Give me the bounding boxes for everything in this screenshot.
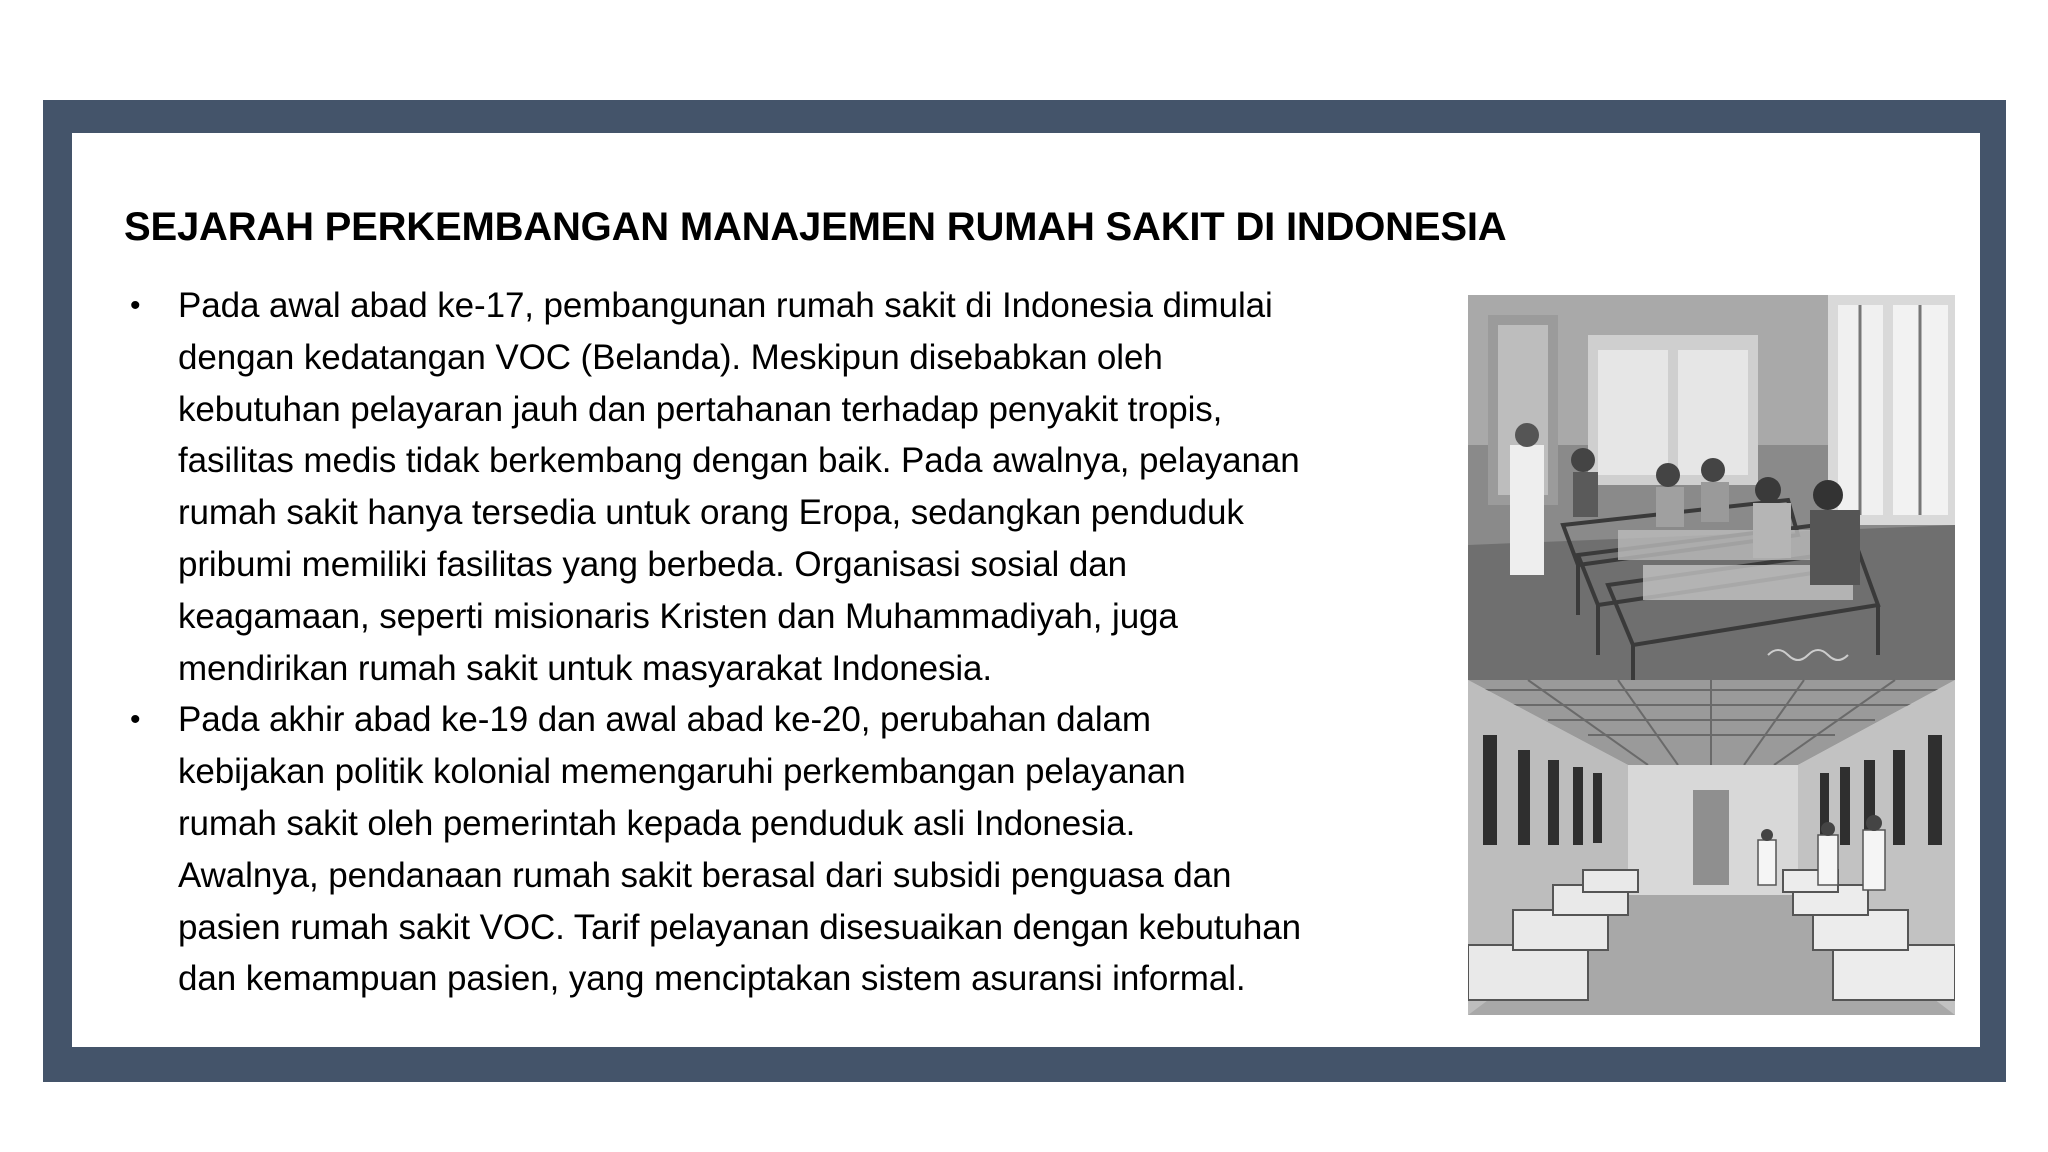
bullet-2-line-2: kebijakan politik kolonial memengaruhi perkembangan pelayanan (178, 752, 1186, 792)
bullet-1-line-1: Pada awal abad ke-17, pembangunan rumah sakit di Indonesia dimulai (178, 286, 1273, 325)
bullet-1-line-8: mendirikan rumah sakit untuk masyarakat Indonesia. (178, 648, 993, 688)
bullet-2-line-6: dan kemampuan pasien, yang menciptakan sistem asuransi informal. (178, 959, 1246, 999)
bullet-1-line-7: keagamaan, seperti misionaris Kristen dan Muhammadiyah, juga (178, 596, 1178, 636)
photo-hospital-ward-top (1468, 295, 1955, 680)
bullet-1-line-6: pribumi memiliki fasilitas yang berbeda. Organisasi sosial dan (178, 544, 1127, 584)
bullet-list (124, 280, 1454, 1005)
bullet-marker: • (130, 289, 141, 322)
bullet-1-line-4: fasilitas medis tidak berkembang dengan baik. Pada awalnya, pelayanan (178, 441, 1300, 481)
bullet-2-line-4: Awalnya, pendanaan rumah sakit berasal dari subsidi penguasa dan (178, 855, 1232, 895)
photo-hospital-hall-bottom (1468, 680, 1955, 1015)
bullet-2-line-1: Pada akhir abad ke-19 dan awal abad ke-20, perubahan dalam (178, 700, 1151, 740)
bullet-1-line-2: dengan kedatangan VOC (Belanda). Meskipun disebabkan oleh (178, 337, 1163, 377)
bullet-2-line-5: pasien rumah sakit VOC. Tarif pelayanan disesuaikan dengan kebutuhan (178, 907, 1302, 947)
bullet-2-line-3: rumah sakit oleh pemerintah kepada penduduk asli Indonesia. (178, 803, 1136, 843)
historical-hospital-photos (1468, 295, 1955, 1015)
bullet-item-2 (124, 694, 1454, 1005)
bullet-1-line-5: rumah sakit hanya tersedia untuk orang Eropa, sedangkan penduduk (178, 493, 1244, 533)
slide-title: SEJARAH PERKEMBANGAN MANAJEMEN RUMAH SAKIT DI INDONESIA (124, 205, 1507, 249)
bullet-marker: • (130, 703, 141, 737)
bullet-item-1 (124, 280, 1454, 694)
bullet-1-line-3: kebutuhan pelayaran jauh dan pertahanan terhadap penyakit tropis, (178, 389, 1223, 429)
